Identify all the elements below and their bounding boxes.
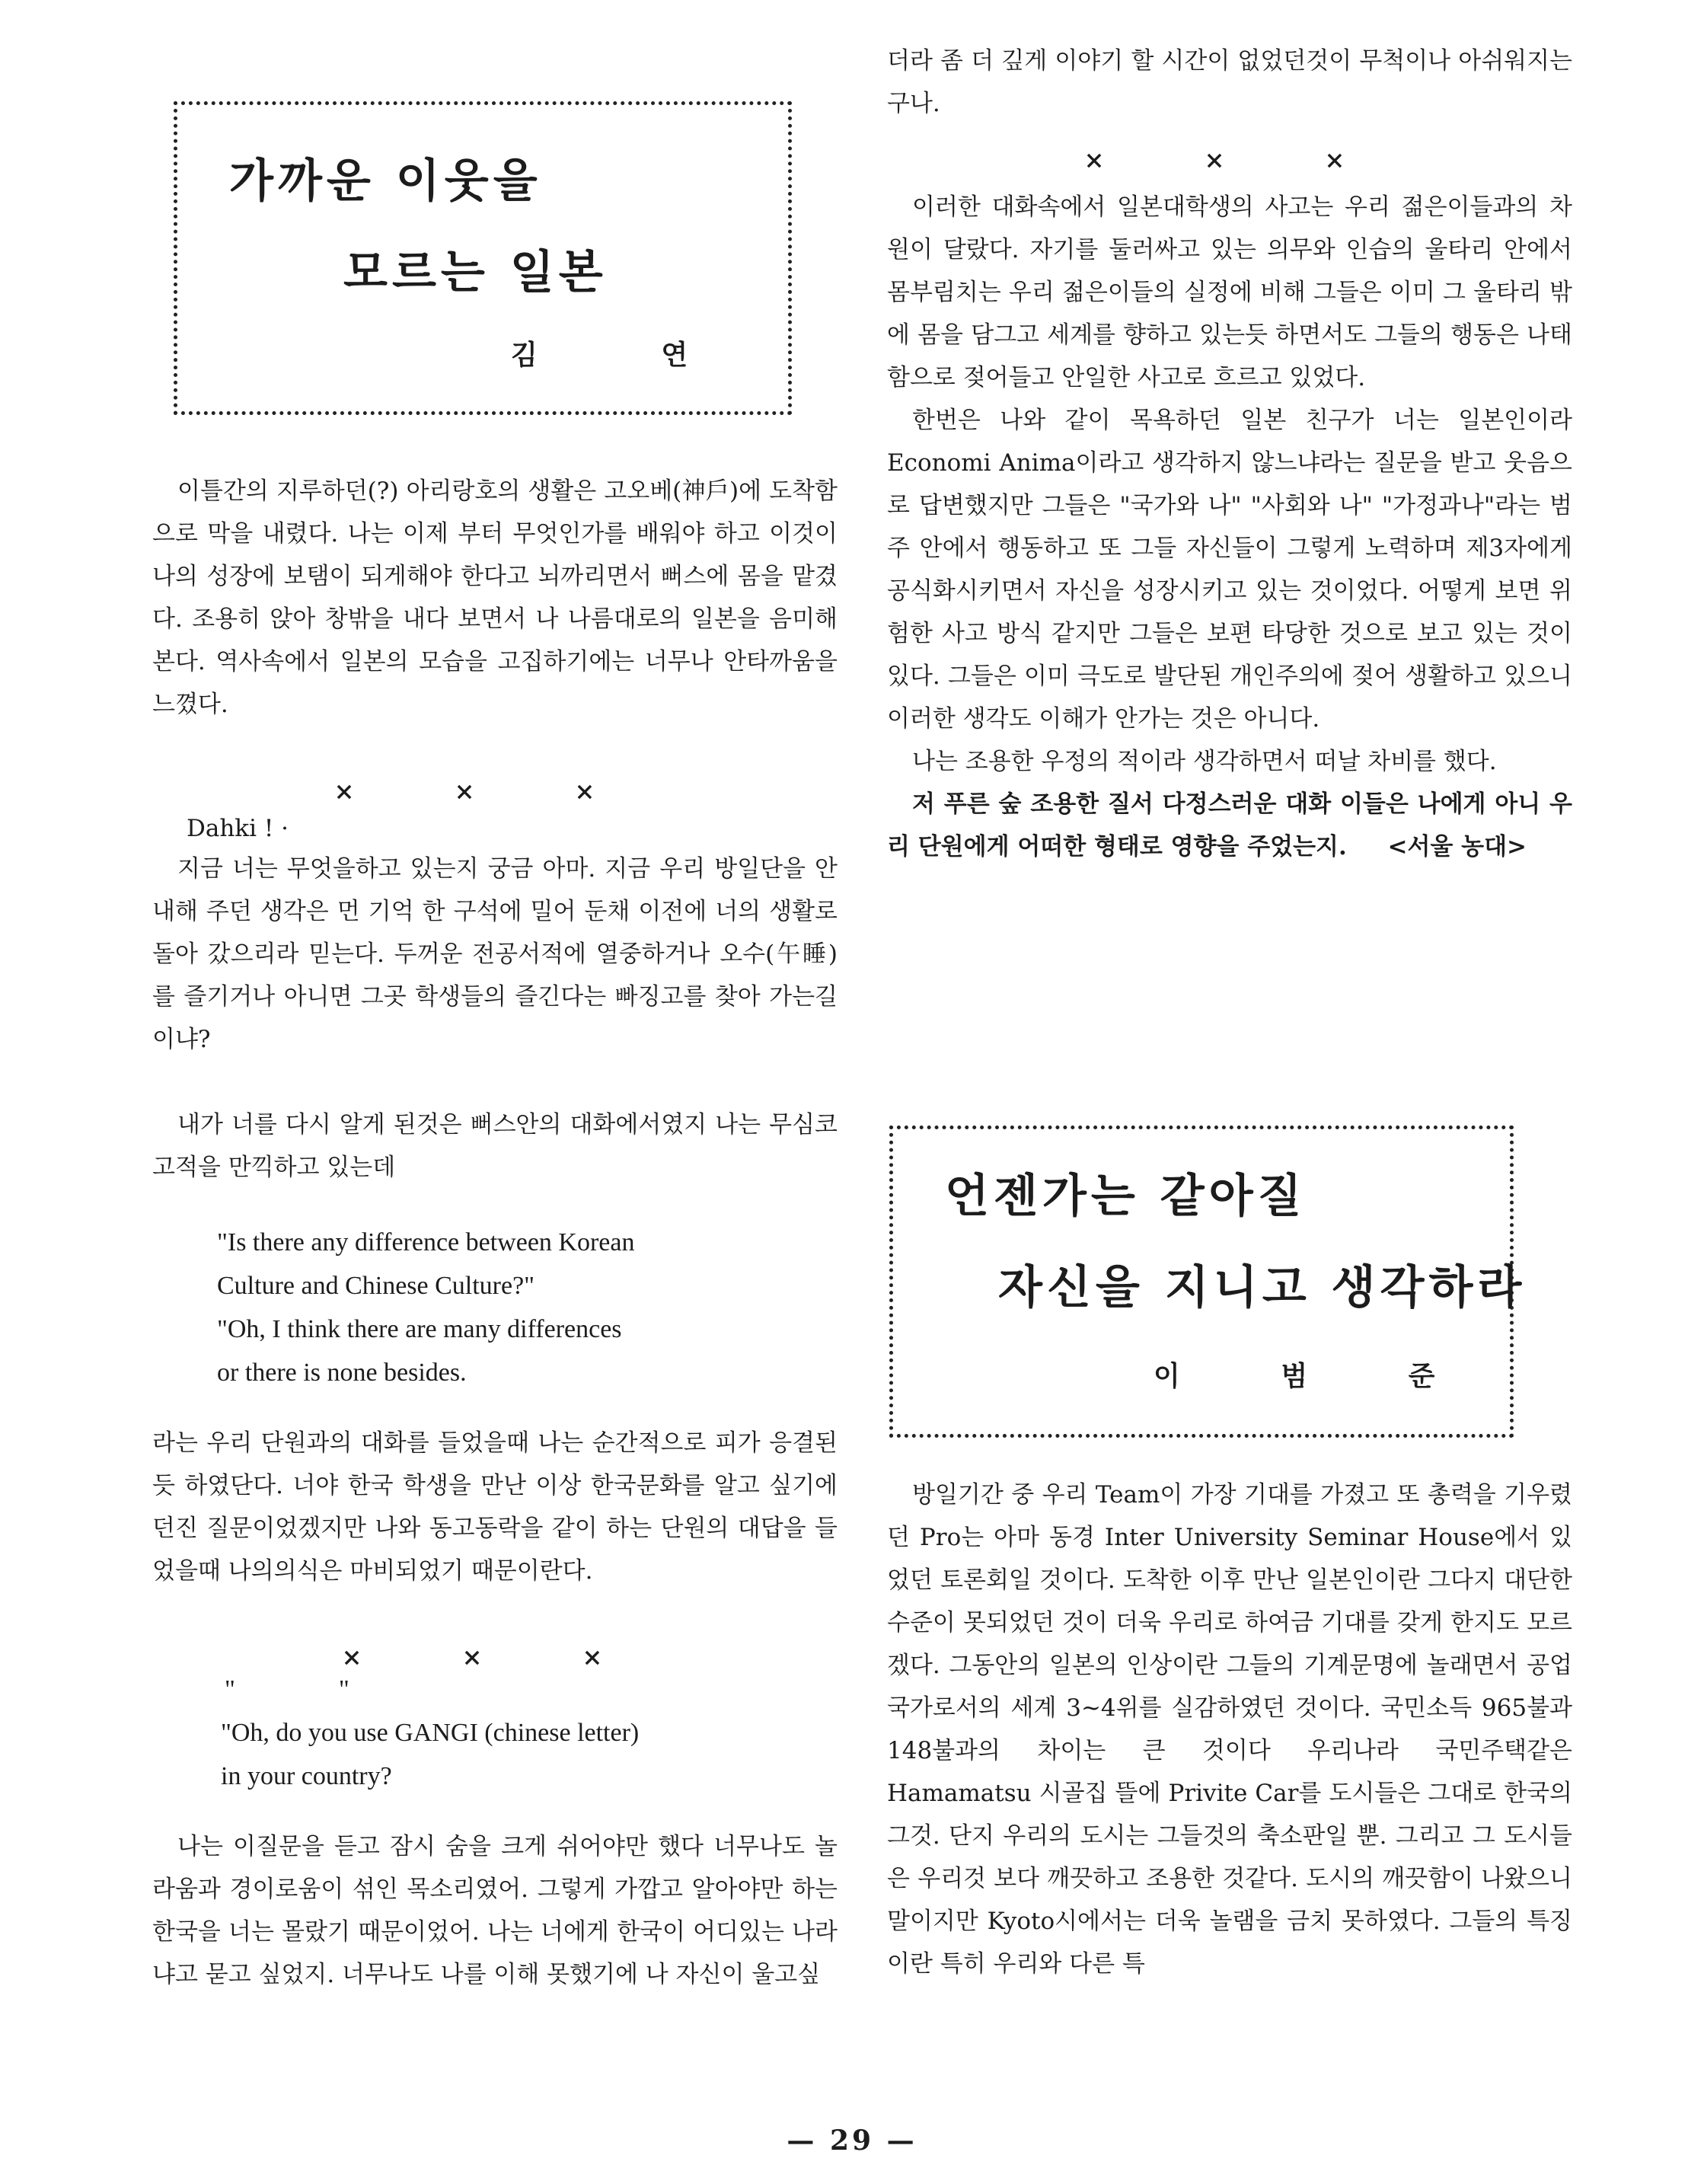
english-quote-2 <box>152 1711 838 1798</box>
salutation: Dahki ! · <box>187 815 289 842</box>
quote-line: or there is none besides. <box>217 1359 467 1387</box>
article2-author-char: 이 <box>1154 1360 1180 1392</box>
quote-line: "Oh, I think there are many differences <box>217 1315 622 1343</box>
article2-title-line2: 자신을 지니고 생각하라 <box>998 1261 1527 1314</box>
quote-line: Culture and Chinese Culture?" <box>217 1272 535 1300</box>
section-separator: × × × <box>333 777 595 806</box>
left-paragraph: 이틀간의 지루하던(?) 아리랑호의 생활은 고오베(神戶)에 도착함으로 막을 내렸다. 나는 이제 부터 무엇인가를 배워야 하고 이것이 나의 성장에 보탬이 되게해야 한다고 뇌까리면서 뻐스에 몸을 맡겼다. 조용히 앉아 창밖을 내다 보면서 나 나름대로의 일본을 음미해 본다. 역사속에서 일본의 모습을 고집하기에는 너무나 안타까움을 느꼈다. <box>152 477 838 718</box>
article1-title-line2: 모르는 일본 <box>343 246 608 299</box>
quote-line: "Oh, do you use GANGI (chinese letter) <box>221 1719 640 1747</box>
left-paragraph: 내가 너를 다시 알게 된것은 뻐스안의 대화에서였지 나는 무심코 고적을 만끽하고 있는데 <box>152 1111 838 1181</box>
right-column-lower <box>887 1474 1572 1985</box>
english-quote-1 <box>152 1221 838 1394</box>
article1-title-box <box>174 101 792 415</box>
page-number: — 29 — <box>787 2125 917 2157</box>
article2-author <box>1154 1355 1434 1394</box>
right-paragraph: 더라 좀 더 깊게 이야기 할 시간이 없었던것이 무척이나 아쉬워지는구나. <box>887 47 1572 117</box>
article1-author-char: 연 <box>661 339 688 371</box>
left-paragraph: 라는 우리 단원과의 대화를 들었을때 나는 순간적으로 피가 응결된듯 하였단다. 너야 한국 학생을 만난 이상 한국문화를 알고 싶기에 던진 질문이었겠지만 나와 동고동락을 같이 하는 단원의 대답을 들었을때 나의의식은 마비되었기 때문이란다. <box>152 1429 838 1585</box>
left-paragraph: 나는 이질문을 듣고 잠시 숨을 크게 쉬어야만 했다 너무나도 놀라움과 경이로움이 섞인 목소리였어. 그렇게 가깝고 알아야만 하는 한국을 너는 몰랐기 때문이었어. 나는 너에게 한국이 어디있는 나라냐고 묻고 싶었지. 너무나도 나를 이해 못했기에 나 자신이 울고싶 <box>152 1833 838 1988</box>
left-paragraph: 지금 너는 무엇을하고 있는지 궁금 아마. 지금 우리 방일단을 안내해 주던 생각은 먼 기억 한 구석에 밀어 둔채 이전에 너의 생활로 돌아 갔으리라 믿는다. 두꺼운 전공서적에 열중하거나 오수(午睡)를 즐기거나 아니면 그곳 학생들의 즐긴다는 빠징고를 찾아 가는길이냐? <box>152 855 838 1053</box>
article1-author-char: 김 <box>511 339 538 371</box>
quote-line: in your country? <box>221 1762 392 1790</box>
signature: <서울 농대> <box>1387 833 1527 861</box>
right-paragraph: 나는 조용한 우정의 적이라 생각하면서 떠날 차비를 했다. <box>912 748 1497 775</box>
article2-author-char: 범 <box>1281 1360 1308 1392</box>
quote-line: "Is there any difference between Korean <box>217 1228 635 1256</box>
article2-title-line1: 언젠가는 같아질 <box>945 1170 1307 1223</box>
article1-author <box>511 334 688 372</box>
article1-title-line1: 가까운 이웃을 <box>229 155 542 208</box>
article2-author-char: 준 <box>1408 1360 1435 1392</box>
right-paragraph: 이러한 대화속에서 일본대학생의 사고는 우리 젊은이들과의 차원이 달랐다. 자기를 둘러싸고 있는 의무와 인습의 울타리 안에서 몸부림치는 우리 젊은이들의 실정에 비해 그들은 이미 그 울타리 밖에 몸을 담그고 세계를 향하고 있는듯 하면서도 그들의 행동은 나태함으로 젖어들고 안일한 사고로 흐르고 있었다. <box>887 193 1572 391</box>
section-separator: × × × <box>1083 145 1345 174</box>
section-separator: × × × <box>341 1643 603 1672</box>
article2-title-box <box>889 1126 1527 1438</box>
quote-marks: " " <box>225 1675 349 1703</box>
left-column <box>152 470 838 1996</box>
right-paragraph: 저 푸른 숲 조용한 질서 다정스러운 대화 이들은 나에게 아니 우리 단원에게 어떠한 형태로 영향을 주었는지. <box>887 790 1572 861</box>
right-paragraph: 한번은 나와 같이 목욕하던 일본 친구가 너는 일본인이라 Economi Anima이라고 생각하지 않느냐라는 질문을 받고 웃음으로 답변했지만 그들은 "국가와 나" "사회와 나" "가정과나"라는 범주 안에서 행동하고 또 그들 자신들이 그렇게 노력하며 제3자에게 공식화시키면서 자신을 성장시키고 있는 것이었다. 어떻게 보면 위험한 사고 방식 같지만 그들은 보편 타당한 것으로 보고 있는 것이있다. 그들은 이미 극도로 발단된 개인주의에 젖어 생활하고 있으니 이러한 생각도 이해가 안가는 것은 아니다. <box>887 407 1572 733</box>
right-column <box>887 40 1572 868</box>
right-paragraph: 방일기간 중 우리 Team이 가장 기대를 가졌고 또 총력을 기우렸던 Pro는 아마 동경 Inter University Seminar House에서 있었던 토론회일 것이다. 도착한 이후 만난 일본인이란 그다지 대단한 수준이 못되었던 것이 더욱 우리로 하여금 기대를 갖게 한지도 모르겠다. 그동안의 일본의 인상이란 그들의 기계문명에 놀래면서 공업국가로서의 세계 3~4위를 실감하였던 것이다. 국민소득 965불과 148불과의 차이는 큰 것이다 우리나라 국민주택같은 Hamamatsu 시골집 뜰에 Privite Car를 도시들은 그대로 한국의 그것. 단지 우리의 도시는 그들것의 축소판일 뿐. 그리고 그 도시들은 우리것 보다 깨끗하고 조용한 것같다. 도시의 깨끗함이 나왔으니 말이지만 Kyoto시에서는 더욱 놀램을 금치 못하였다. 그들의 특징이란 특히 우리와 다른 특 <box>887 1481 1572 1978</box>
